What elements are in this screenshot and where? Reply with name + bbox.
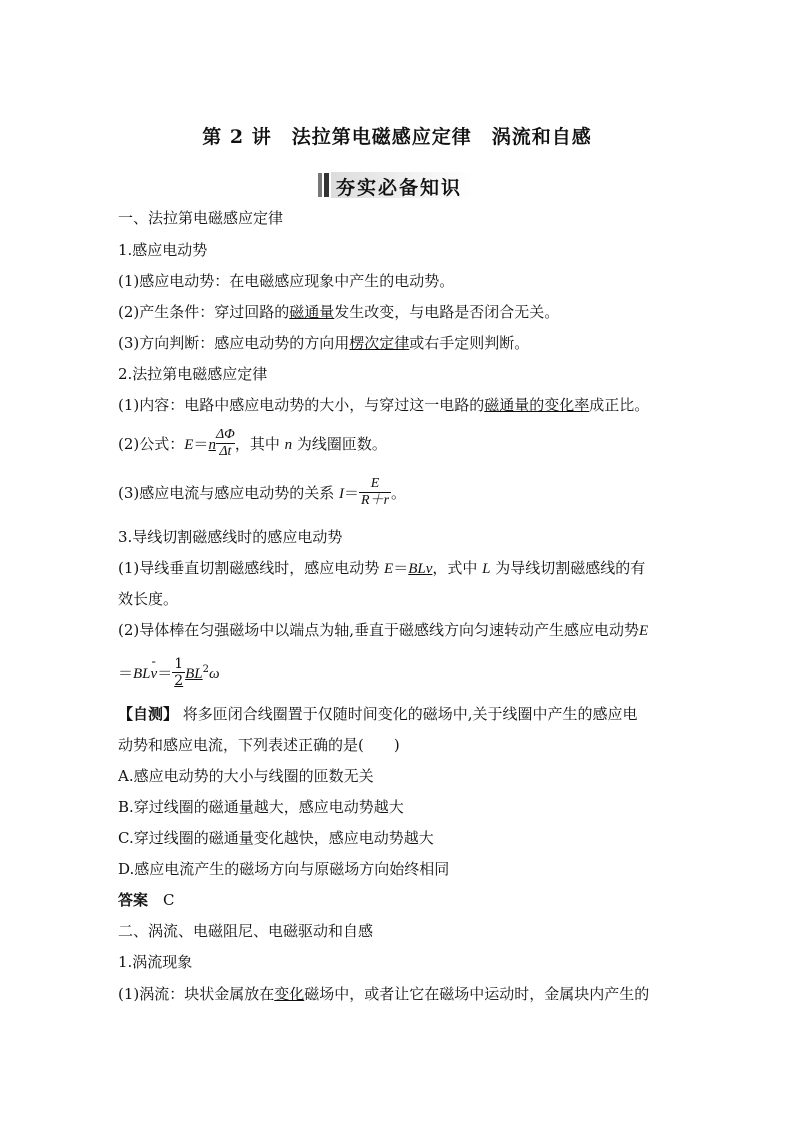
section-heading-2: 二、涡流、电磁阻尼、电磁驱动和自感 — [118, 922, 374, 940]
banner-bars-icon — [318, 173, 330, 197]
formula-rotating-rod: ＝BL- v＝ $\frac{1}{2}$ $BL^2\omega$ — [118, 652, 220, 692]
paragraph-5: (1)导线垂直切割磁感线时，感应电动势 E＝BLv，式中 L 为导线切割磁感线的有 — [118, 559, 646, 577]
option-a: A.感应电动势的大小与线圈的匝数无关 — [118, 767, 374, 785]
formula-faraday: (2)公式：E＝n $\frac{\Delta\Phi}{\Delta t}$ ，其中 n 为线圈匝数。 — [118, 426, 387, 459]
paragraph-3: (3)方向判断：感应电动势的方向用楞次定律或右手定则判断。 — [118, 334, 530, 352]
subheading-4: 1.涡流现象 — [118, 953, 193, 971]
banner-text: 夯实必备知识 — [336, 177, 463, 199]
page-title: 第 2 讲 法拉第电磁感应定律 涡流和自感 — [202, 126, 592, 148]
formula-ohm: (3)感应电流与感应电动势的关系 I＝ $\frac{E}{R+r}$ 。 — [118, 475, 407, 508]
section-banner — [318, 170, 474, 200]
paragraph-4: (1)内容：电路中感应电动势的大小，与穿过这一电路的磁通量的变化率成正比。 — [118, 396, 650, 414]
paragraph-1: (1)感应电动势：在电磁感应现象中产生的电动势。 — [118, 272, 455, 290]
subheading-1: 1.感应电动势 — [118, 241, 208, 259]
option-c: C.穿过线圈的磁通量变化越快，感应电动势越大 — [118, 829, 434, 847]
paragraph-6: (2)导体棒在匀强磁场中以端点为轴,垂直于磁感线方向匀速转动产生感应电动势E — [118, 621, 649, 639]
option-b: B.穿过线圈的磁通量越大，感应电动势越大 — [118, 798, 404, 816]
paragraph-2: (2)产生条件：穿过回路的磁通量发生改变，与电路是否闭合无关。 — [118, 303, 560, 321]
self-test-question: 【自测】 将多匝闭合线圈置于仅随时间变化的磁场中,关于线圈中产生的感应电 — [118, 705, 638, 723]
paragraph-5-cont: 效长度。 — [118, 590, 179, 608]
answer: 答案 C — [118, 891, 175, 909]
self-test-question-cont: 动势和感应电流，下列表述正确的是( ) — [118, 736, 400, 754]
subheading-3: 3.导线切割磁感线时的感应电动势 — [118, 528, 343, 546]
section-heading-1: 一、法拉第电磁感应定律 — [118, 209, 284, 227]
subheading-2: 2.法拉第电磁感应定律 — [118, 365, 268, 383]
option-d: D.感应电流产生的磁场方向与原磁场方向始终相同 — [118, 860, 450, 878]
paragraph-7: (1)涡流：块状金属放在变化磁场中，或者让它在磁场中运动时，金属块内产生的 — [118, 985, 650, 1003]
